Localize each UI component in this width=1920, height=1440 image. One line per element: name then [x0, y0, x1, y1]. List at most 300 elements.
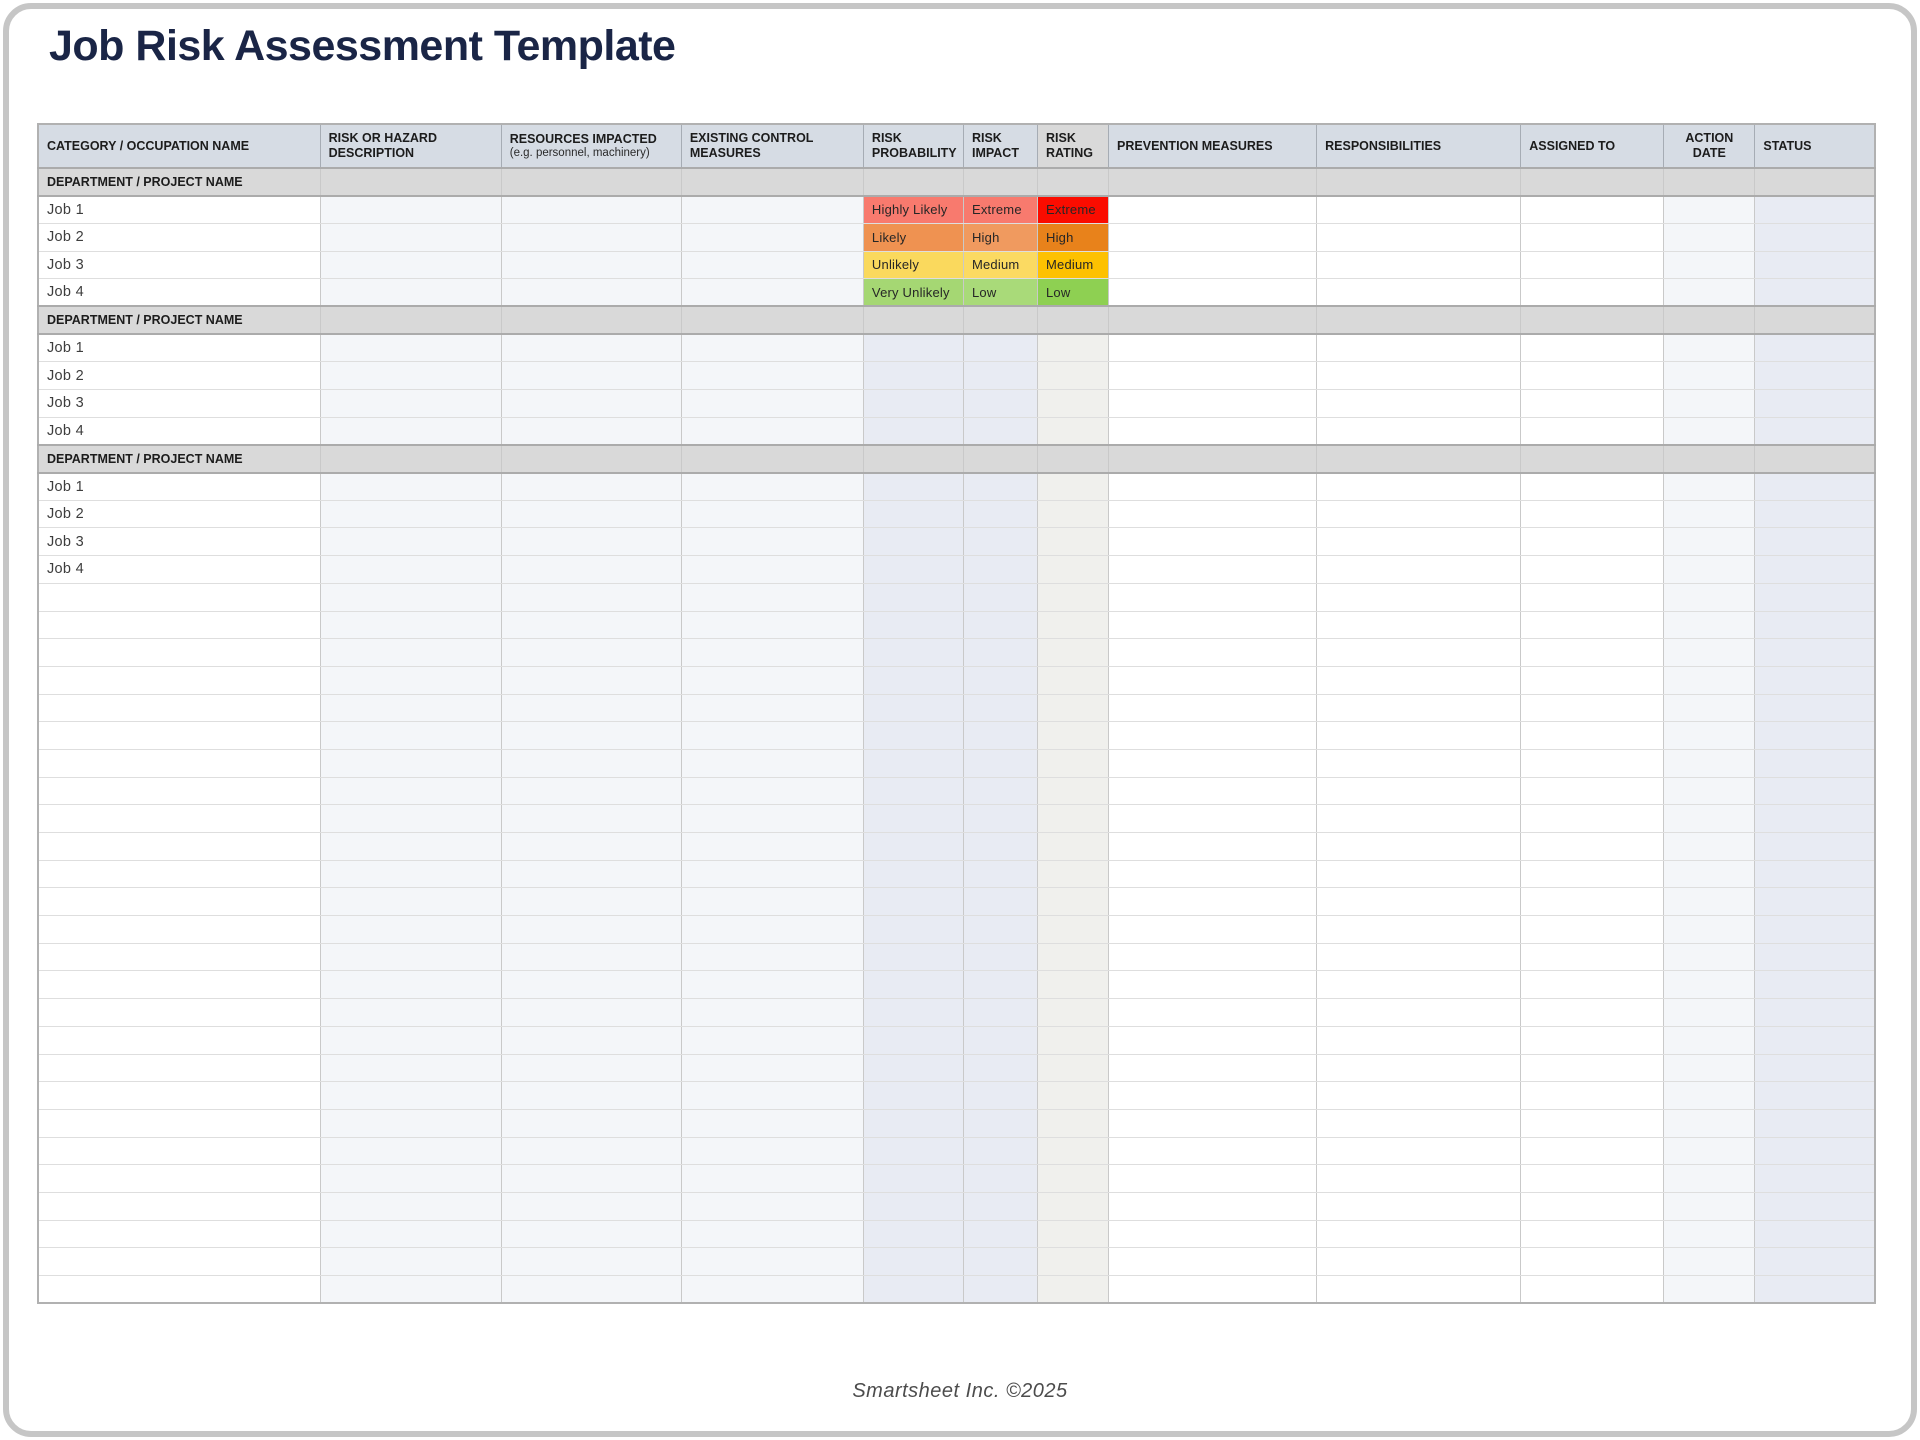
- cell-action_date[interactable]: [1664, 223, 1755, 251]
- cell-impact[interactable]: [963, 1026, 1037, 1054]
- cell-assigned[interactable]: [1521, 1137, 1664, 1165]
- cell-assigned[interactable]: [1521, 556, 1664, 584]
- cell-prevention[interactable]: [1109, 362, 1317, 390]
- cell-prevention[interactable]: [1109, 196, 1317, 224]
- cell-assigned[interactable]: [1521, 666, 1664, 694]
- cell-category[interactable]: [38, 1054, 320, 1082]
- cell-hazard[interactable]: [320, 334, 501, 362]
- cell-action_date[interactable]: [1664, 583, 1755, 611]
- cell-resources[interactable]: [501, 916, 681, 944]
- cell-action_date[interactable]: [1664, 999, 1755, 1027]
- job-label-cell[interactable]: Job 1: [38, 334, 320, 362]
- cell-prevention[interactable]: [1109, 1220, 1317, 1248]
- cell-assigned[interactable]: [1521, 251, 1664, 279]
- cell-probability[interactable]: [863, 611, 963, 639]
- cell-hazard[interactable]: [320, 1276, 501, 1304]
- cell-category[interactable]: [38, 971, 320, 999]
- cell-resources[interactable]: [501, 556, 681, 584]
- cell-status[interactable]: [1755, 500, 1875, 528]
- cell-assigned[interactable]: [1521, 860, 1664, 888]
- cell-rating[interactable]: [1038, 1276, 1109, 1304]
- cell-action_date[interactable]: [1664, 888, 1755, 916]
- cell-resources[interactable]: [501, 943, 681, 971]
- cell-assigned[interactable]: [1521, 362, 1664, 390]
- cell-impact[interactable]: [963, 777, 1037, 805]
- cell-resources[interactable]: [501, 749, 681, 777]
- cell-hazard[interactable]: [320, 362, 501, 390]
- cell-prevention[interactable]: [1109, 722, 1317, 750]
- cell-action_date[interactable]: [1664, 417, 1755, 445]
- cell-probability[interactable]: [863, 1220, 963, 1248]
- cell-prevention[interactable]: [1109, 749, 1317, 777]
- cell-controls[interactable]: [681, 1082, 863, 1110]
- cell-responsibilities[interactable]: [1317, 362, 1521, 390]
- cell-controls[interactable]: [681, 916, 863, 944]
- cell-status[interactable]: [1755, 888, 1875, 916]
- cell-action_date[interactable]: [1664, 306, 1755, 334]
- cell-action_date[interactable]: [1664, 1082, 1755, 1110]
- cell-probability[interactable]: [863, 168, 963, 196]
- cell-resources[interactable]: [501, 611, 681, 639]
- cell-assigned[interactable]: [1521, 168, 1664, 196]
- cell-controls[interactable]: [681, 1220, 863, 1248]
- cell-category[interactable]: [38, 1192, 320, 1220]
- cell-probability[interactable]: [863, 445, 963, 473]
- cell-status[interactable]: [1755, 473, 1875, 501]
- cell-resources[interactable]: [501, 1137, 681, 1165]
- cell-impact[interactable]: [963, 528, 1037, 556]
- cell-probability[interactable]: [863, 1026, 963, 1054]
- cell-responsibilities[interactable]: [1317, 390, 1521, 418]
- cell-controls[interactable]: [681, 528, 863, 556]
- cell-category[interactable]: [38, 1276, 320, 1304]
- cell-rating[interactable]: [1038, 722, 1109, 750]
- cell-controls[interactable]: [681, 1165, 863, 1193]
- cell-assigned[interactable]: [1521, 500, 1664, 528]
- cell-prevention[interactable]: [1109, 999, 1317, 1027]
- cell-responsibilities[interactable]: [1317, 1109, 1521, 1137]
- cell-prevention[interactable]: [1109, 251, 1317, 279]
- cell-status[interactable]: [1755, 556, 1875, 584]
- cell-resources[interactable]: [501, 279, 681, 307]
- cell-rating[interactable]: [1038, 1220, 1109, 1248]
- cell-assigned[interactable]: [1521, 528, 1664, 556]
- cell-rating[interactable]: [1038, 168, 1109, 196]
- cell-prevention[interactable]: [1109, 1082, 1317, 1110]
- cell-probability[interactable]: [863, 1109, 963, 1137]
- cell-hazard[interactable]: [320, 916, 501, 944]
- cell-rating[interactable]: [1038, 528, 1109, 556]
- cell-responsibilities[interactable]: [1317, 417, 1521, 445]
- cell-assigned[interactable]: [1521, 1165, 1664, 1193]
- risk-rating-chip[interactable]: Extreme: [1038, 196, 1109, 224]
- cell-responsibilities[interactable]: [1317, 583, 1521, 611]
- risk-probability-chip[interactable]: Highly Likely: [863, 196, 963, 224]
- cell-status[interactable]: [1755, 251, 1875, 279]
- cell-impact[interactable]: [963, 833, 1037, 861]
- cell-category[interactable]: [38, 777, 320, 805]
- cell-action_date[interactable]: [1664, 362, 1755, 390]
- cell-responsibilities[interactable]: [1317, 805, 1521, 833]
- cell-status[interactable]: [1755, 362, 1875, 390]
- cell-rating[interactable]: [1038, 749, 1109, 777]
- cell-resources[interactable]: [501, 860, 681, 888]
- cell-prevention[interactable]: [1109, 334, 1317, 362]
- job-label-cell[interactable]: Job 4: [38, 417, 320, 445]
- cell-controls[interactable]: [681, 722, 863, 750]
- cell-resources[interactable]: [501, 168, 681, 196]
- cell-hazard[interactable]: [320, 722, 501, 750]
- cell-probability[interactable]: [863, 1137, 963, 1165]
- cell-controls[interactable]: [681, 971, 863, 999]
- cell-prevention[interactable]: [1109, 1248, 1317, 1276]
- cell-responsibilities[interactable]: [1317, 749, 1521, 777]
- cell-rating[interactable]: [1038, 1192, 1109, 1220]
- cell-resources[interactable]: [501, 1026, 681, 1054]
- cell-rating[interactable]: [1038, 1054, 1109, 1082]
- cell-resources[interactable]: [501, 306, 681, 334]
- cell-prevention[interactable]: [1109, 805, 1317, 833]
- cell-assigned[interactable]: [1521, 1220, 1664, 1248]
- cell-probability[interactable]: [863, 1054, 963, 1082]
- cell-probability[interactable]: [863, 362, 963, 390]
- cell-category[interactable]: [38, 1082, 320, 1110]
- cell-controls[interactable]: [681, 1276, 863, 1304]
- cell-impact[interactable]: [963, 1220, 1037, 1248]
- cell-controls[interactable]: [681, 1137, 863, 1165]
- cell-rating[interactable]: [1038, 390, 1109, 418]
- cell-status[interactable]: [1755, 1054, 1875, 1082]
- cell-status[interactable]: [1755, 417, 1875, 445]
- job-label-cell[interactable]: Job 1: [38, 473, 320, 501]
- cell-responsibilities[interactable]: [1317, 1276, 1521, 1304]
- cell-impact[interactable]: [963, 999, 1037, 1027]
- cell-category[interactable]: [38, 639, 320, 667]
- cell-hazard[interactable]: [320, 445, 501, 473]
- cell-impact[interactable]: [963, 445, 1037, 473]
- cell-rating[interactable]: [1038, 916, 1109, 944]
- cell-status[interactable]: [1755, 528, 1875, 556]
- cell-rating[interactable]: [1038, 417, 1109, 445]
- cell-assigned[interactable]: [1521, 223, 1664, 251]
- cell-prevention[interactable]: [1109, 639, 1317, 667]
- cell-action_date[interactable]: [1664, 943, 1755, 971]
- cell-hazard[interactable]: [320, 528, 501, 556]
- cell-status[interactable]: [1755, 279, 1875, 307]
- cell-hazard[interactable]: [320, 639, 501, 667]
- cell-resources[interactable]: [501, 888, 681, 916]
- cell-controls[interactable]: [681, 805, 863, 833]
- cell-rating[interactable]: [1038, 639, 1109, 667]
- cell-resources[interactable]: [501, 362, 681, 390]
- risk-impact-chip[interactable]: Extreme: [963, 196, 1037, 224]
- cell-resources[interactable]: [501, 500, 681, 528]
- cell-responsibilities[interactable]: [1317, 666, 1521, 694]
- risk-rating-chip[interactable]: High: [1038, 223, 1109, 251]
- cell-responsibilities[interactable]: [1317, 306, 1521, 334]
- cell-responsibilities[interactable]: [1317, 445, 1521, 473]
- cell-category[interactable]: [38, 1137, 320, 1165]
- cell-impact[interactable]: [963, 805, 1037, 833]
- cell-prevention[interactable]: [1109, 1165, 1317, 1193]
- cell-responsibilities[interactable]: [1317, 833, 1521, 861]
- cell-impact[interactable]: [963, 306, 1037, 334]
- cell-hazard[interactable]: [320, 1026, 501, 1054]
- cell-probability[interactable]: [863, 1276, 963, 1304]
- cell-probability[interactable]: [863, 583, 963, 611]
- cell-controls[interactable]: [681, 888, 863, 916]
- cell-hazard[interactable]: [320, 694, 501, 722]
- cell-rating[interactable]: [1038, 583, 1109, 611]
- cell-prevention[interactable]: [1109, 1192, 1317, 1220]
- cell-category[interactable]: [38, 888, 320, 916]
- cell-prevention[interactable]: [1109, 888, 1317, 916]
- cell-resources[interactable]: [501, 583, 681, 611]
- cell-category[interactable]: [38, 722, 320, 750]
- cell-controls[interactable]: [681, 694, 863, 722]
- cell-action_date[interactable]: [1664, 168, 1755, 196]
- cell-category[interactable]: [38, 583, 320, 611]
- cell-action_date[interactable]: [1664, 1276, 1755, 1304]
- cell-impact[interactable]: [963, 1248, 1037, 1276]
- cell-responsibilities[interactable]: [1317, 473, 1521, 501]
- cell-prevention[interactable]: [1109, 583, 1317, 611]
- cell-assigned[interactable]: [1521, 1082, 1664, 1110]
- cell-responsibilities[interactable]: [1317, 888, 1521, 916]
- cell-probability[interactable]: [863, 556, 963, 584]
- cell-impact[interactable]: [963, 1137, 1037, 1165]
- cell-assigned[interactable]: [1521, 445, 1664, 473]
- cell-assigned[interactable]: [1521, 196, 1664, 224]
- cell-controls[interactable]: [681, 943, 863, 971]
- cell-controls[interactable]: [681, 390, 863, 418]
- cell-resources[interactable]: [501, 334, 681, 362]
- cell-assigned[interactable]: [1521, 334, 1664, 362]
- cell-action_date[interactable]: [1664, 777, 1755, 805]
- cell-impact[interactable]: [963, 1109, 1037, 1137]
- cell-probability[interactable]: [863, 971, 963, 999]
- cell-status[interactable]: [1755, 777, 1875, 805]
- cell-impact[interactable]: [963, 611, 1037, 639]
- cell-status[interactable]: [1755, 860, 1875, 888]
- cell-impact[interactable]: [963, 1082, 1037, 1110]
- cell-responsibilities[interactable]: [1317, 916, 1521, 944]
- cell-resources[interactable]: [501, 1054, 681, 1082]
- cell-probability[interactable]: [863, 860, 963, 888]
- section-label-cell[interactable]: DEPARTMENT / PROJECT NAME: [38, 445, 320, 473]
- cell-probability[interactable]: [863, 334, 963, 362]
- cell-status[interactable]: [1755, 1137, 1875, 1165]
- cell-responsibilities[interactable]: [1317, 1165, 1521, 1193]
- cell-controls[interactable]: [681, 1054, 863, 1082]
- cell-action_date[interactable]: [1664, 556, 1755, 584]
- cell-controls[interactable]: [681, 500, 863, 528]
- cell-status[interactable]: [1755, 916, 1875, 944]
- cell-responsibilities[interactable]: [1317, 971, 1521, 999]
- cell-status[interactable]: [1755, 694, 1875, 722]
- cell-resources[interactable]: [501, 999, 681, 1027]
- cell-probability[interactable]: [863, 666, 963, 694]
- cell-responsibilities[interactable]: [1317, 1026, 1521, 1054]
- cell-prevention[interactable]: [1109, 694, 1317, 722]
- cell-status[interactable]: [1755, 749, 1875, 777]
- cell-probability[interactable]: [863, 306, 963, 334]
- cell-resources[interactable]: [501, 1192, 681, 1220]
- cell-action_date[interactable]: [1664, 1054, 1755, 1082]
- cell-rating[interactable]: [1038, 611, 1109, 639]
- cell-status[interactable]: [1755, 833, 1875, 861]
- section-label-cell[interactable]: DEPARTMENT / PROJECT NAME: [38, 306, 320, 334]
- cell-controls[interactable]: [681, 1192, 863, 1220]
- cell-action_date[interactable]: [1664, 445, 1755, 473]
- cell-action_date[interactable]: [1664, 722, 1755, 750]
- cell-assigned[interactable]: [1521, 943, 1664, 971]
- cell-status[interactable]: [1755, 196, 1875, 224]
- cell-status[interactable]: [1755, 943, 1875, 971]
- cell-status[interactable]: [1755, 223, 1875, 251]
- cell-prevention[interactable]: [1109, 306, 1317, 334]
- cell-rating[interactable]: [1038, 362, 1109, 390]
- cell-resources[interactable]: [501, 445, 681, 473]
- cell-prevention[interactable]: [1109, 500, 1317, 528]
- cell-status[interactable]: [1755, 445, 1875, 473]
- cell-probability[interactable]: [863, 749, 963, 777]
- cell-assigned[interactable]: [1521, 279, 1664, 307]
- cell-responsibilities[interactable]: [1317, 943, 1521, 971]
- cell-probability[interactable]: [863, 999, 963, 1027]
- risk-rating-chip[interactable]: Medium: [1038, 251, 1109, 279]
- cell-assigned[interactable]: [1521, 971, 1664, 999]
- cell-controls[interactable]: [681, 1109, 863, 1137]
- cell-category[interactable]: [38, 999, 320, 1027]
- cell-assigned[interactable]: [1521, 916, 1664, 944]
- cell-status[interactable]: [1755, 805, 1875, 833]
- cell-resources[interactable]: [501, 971, 681, 999]
- cell-controls[interactable]: [681, 777, 863, 805]
- cell-resources[interactable]: [501, 251, 681, 279]
- cell-responsibilities[interactable]: [1317, 777, 1521, 805]
- cell-action_date[interactable]: [1664, 805, 1755, 833]
- cell-impact[interactable]: [963, 362, 1037, 390]
- cell-controls[interactable]: [681, 445, 863, 473]
- cell-assigned[interactable]: [1521, 722, 1664, 750]
- cell-status[interactable]: [1755, 1220, 1875, 1248]
- cell-impact[interactable]: [963, 749, 1037, 777]
- cell-rating[interactable]: [1038, 860, 1109, 888]
- cell-assigned[interactable]: [1521, 1192, 1664, 1220]
- risk-probability-chip[interactable]: Unlikely: [863, 251, 963, 279]
- cell-rating[interactable]: [1038, 473, 1109, 501]
- risk-impact-chip[interactable]: High: [963, 223, 1037, 251]
- cell-impact[interactable]: [963, 1054, 1037, 1082]
- cell-assigned[interactable]: [1521, 833, 1664, 861]
- cell-rating[interactable]: [1038, 306, 1109, 334]
- cell-hazard[interactable]: [320, 223, 501, 251]
- cell-controls[interactable]: [681, 833, 863, 861]
- cell-prevention[interactable]: [1109, 971, 1317, 999]
- cell-action_date[interactable]: [1664, 916, 1755, 944]
- cell-resources[interactable]: [501, 473, 681, 501]
- cell-status[interactable]: [1755, 611, 1875, 639]
- cell-responsibilities[interactable]: [1317, 279, 1521, 307]
- cell-responsibilities[interactable]: [1317, 251, 1521, 279]
- cell-controls[interactable]: [681, 1248, 863, 1276]
- cell-hazard[interactable]: [320, 666, 501, 694]
- cell-resources[interactable]: [501, 833, 681, 861]
- cell-action_date[interactable]: [1664, 1137, 1755, 1165]
- cell-impact[interactable]: [963, 556, 1037, 584]
- cell-resources[interactable]: [501, 1109, 681, 1137]
- cell-impact[interactable]: [963, 583, 1037, 611]
- cell-status[interactable]: [1755, 1192, 1875, 1220]
- cell-probability[interactable]: [863, 1165, 963, 1193]
- job-label-cell[interactable]: Job 3: [38, 251, 320, 279]
- cell-assigned[interactable]: [1521, 639, 1664, 667]
- cell-hazard[interactable]: [320, 777, 501, 805]
- cell-prevention[interactable]: [1109, 445, 1317, 473]
- cell-responsibilities[interactable]: [1317, 1054, 1521, 1082]
- cell-prevention[interactable]: [1109, 777, 1317, 805]
- cell-hazard[interactable]: [320, 279, 501, 307]
- cell-controls[interactable]: [681, 666, 863, 694]
- cell-controls[interactable]: [681, 749, 863, 777]
- cell-responsibilities[interactable]: [1317, 1220, 1521, 1248]
- job-label-cell[interactable]: Job 4: [38, 556, 320, 584]
- cell-action_date[interactable]: [1664, 860, 1755, 888]
- cell-responsibilities[interactable]: [1317, 1192, 1521, 1220]
- cell-probability[interactable]: [863, 694, 963, 722]
- cell-assigned[interactable]: [1521, 417, 1664, 445]
- cell-resources[interactable]: [501, 1248, 681, 1276]
- cell-responsibilities[interactable]: [1317, 1137, 1521, 1165]
- cell-assigned[interactable]: [1521, 583, 1664, 611]
- cell-rating[interactable]: [1038, 666, 1109, 694]
- cell-controls[interactable]: [681, 860, 863, 888]
- cell-status[interactable]: [1755, 1276, 1875, 1304]
- cell-resources[interactable]: [501, 805, 681, 833]
- cell-status[interactable]: [1755, 1165, 1875, 1193]
- cell-assigned[interactable]: [1521, 1026, 1664, 1054]
- cell-rating[interactable]: [1038, 999, 1109, 1027]
- cell-action_date[interactable]: [1664, 833, 1755, 861]
- cell-hazard[interactable]: [320, 417, 501, 445]
- cell-hazard[interactable]: [320, 833, 501, 861]
- cell-status[interactable]: [1755, 639, 1875, 667]
- cell-responsibilities[interactable]: [1317, 611, 1521, 639]
- cell-probability[interactable]: [863, 1248, 963, 1276]
- cell-assigned[interactable]: [1521, 777, 1664, 805]
- cell-rating[interactable]: [1038, 971, 1109, 999]
- cell-action_date[interactable]: [1664, 1165, 1755, 1193]
- cell-resources[interactable]: [501, 639, 681, 667]
- cell-impact[interactable]: [963, 639, 1037, 667]
- cell-hazard[interactable]: [320, 1165, 501, 1193]
- cell-hazard[interactable]: [320, 805, 501, 833]
- cell-hazard[interactable]: [320, 860, 501, 888]
- cell-prevention[interactable]: [1109, 473, 1317, 501]
- cell-impact[interactable]: [963, 722, 1037, 750]
- cell-controls[interactable]: [681, 196, 863, 224]
- cell-hazard[interactable]: [320, 196, 501, 224]
- cell-action_date[interactable]: [1664, 390, 1755, 418]
- cell-prevention[interactable]: [1109, 943, 1317, 971]
- cell-category[interactable]: [38, 666, 320, 694]
- cell-hazard[interactable]: [320, 611, 501, 639]
- cell-category[interactable]: [38, 833, 320, 861]
- cell-rating[interactable]: [1038, 500, 1109, 528]
- section-label-cell[interactable]: DEPARTMENT / PROJECT NAME: [38, 168, 320, 196]
- cell-hazard[interactable]: [320, 1082, 501, 1110]
